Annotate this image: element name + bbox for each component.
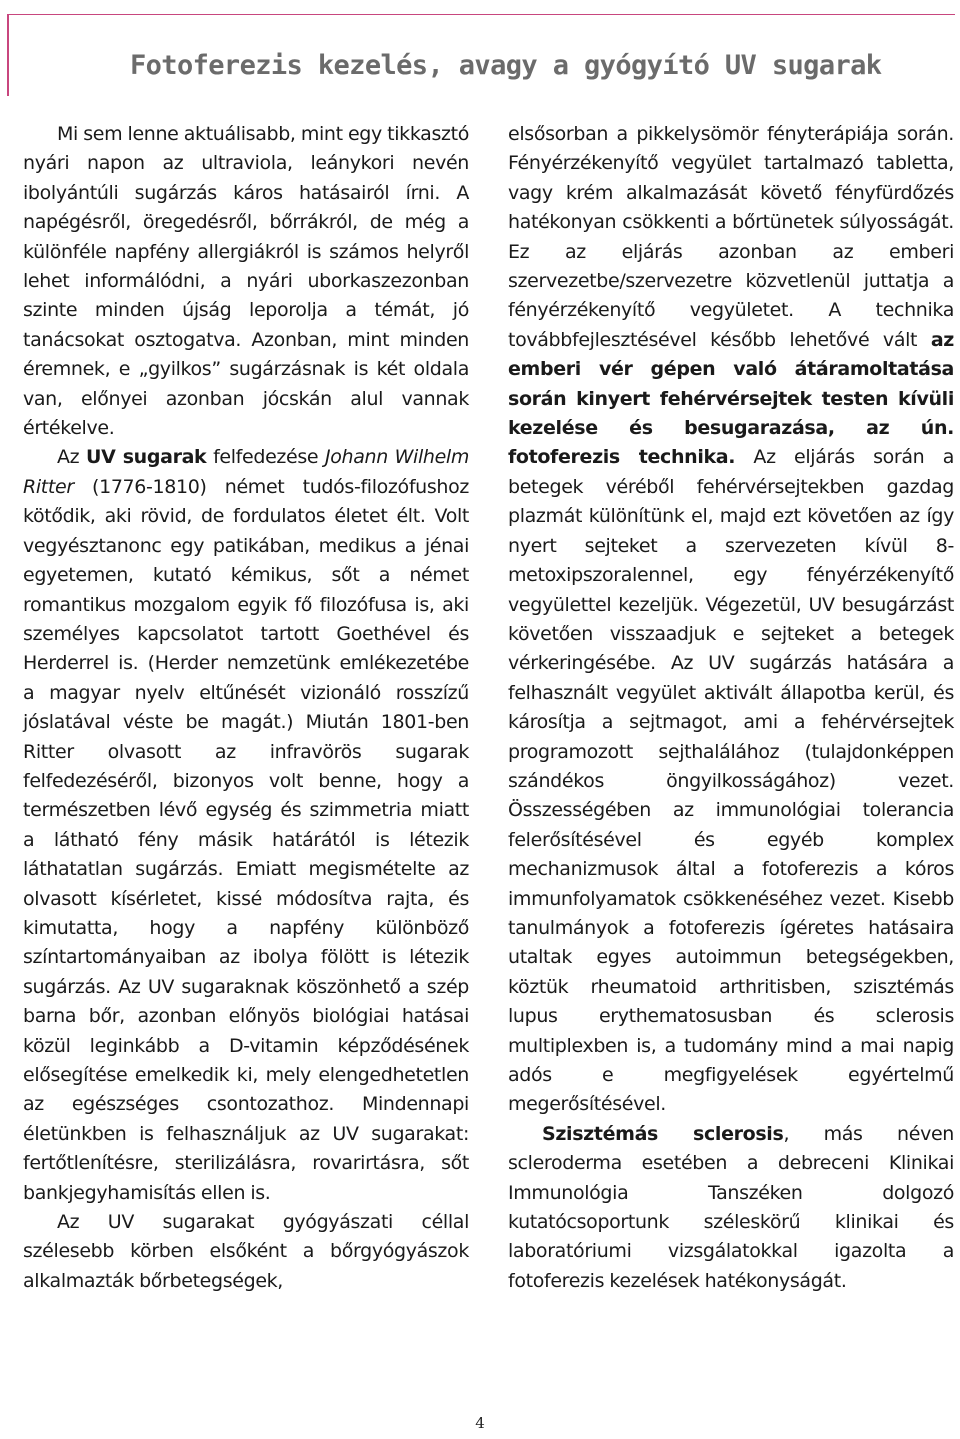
page-border-top: [7, 14, 955, 15]
bold-definition: az emberi vér gépen való átáramoltatása során kinyert fehérvérsejtek testen kívüli kezelése és besugarazása, az ún. fotoferezis technika.: [508, 328, 954, 469]
right-column: [508, 120, 954, 1296]
bold-term: UV sugarak: [86, 446, 207, 469]
photopheresis-paragraph: [508, 120, 954, 1120]
text-span: elsősorban a pikkelysömör fényterápiája során. Fényérzékenyítő vegyület tartalmazó tabletta, vagy krém alkalmazását követő fényfürdőzés hatékonyan csökkenti a bőrtünetek súlyosságát. Ez az eljárás azonban az emberi szervezetbe/szervezetre közvetlenül juttatja a fényérzékenyítő vegyületet. A technika továbbfejlesztésével később lehetővé vált: [508, 123, 954, 351]
page-number: 4: [475, 1414, 485, 1432]
text-span: (1776-1810) német tudós-filozófushoz kötődik, aki rövid, de fordulatos életet élt. Volt vegyésztanonc egy patikában, medikus a jénai egyetemen, kutató kémikus, sőt a német romantikus mozgalom egyik fő filozófusa is, aki személyes kapcsolatot tartott Goethével és Herderrel is. (Herder nemzetünk emlékezetébe a magyar nyelv eltűnését vizionáló rosszízű jóslatával véste be magát.) Miután 1801-ben Ritter olvasott az infravörös sugarak felfedezéséről, bizonyos volt benne, hogy a természetben lévő egység és szimmetria miatt a látható fény másik határától is létezik láthatatlan sugárzás. Emiatt megismételte az olvasott kísérletet, kissé módosítva rajta, és kimutatta, hogy a napfény különböző színtartományaiban az ibolya fölött is létezik sugárzás. Az UV sugaraknak köszönhető a szép barna bőr, azonban előnyös biológiai hatásai közül leginkább a D-vitamin képződésének elősegítése emelkedik ki, mely elengedhetetlen az egészséges csontozathoz. Mindennapi életünkben is felhasználjuk az UV sugarakat: fertőtlenítésre, sterilizálásra, rovarirtásra, sőt bankjegyhamisítás ellen is.: [23, 475, 469, 1204]
intro-paragraph: Mi sem lenne aktuálisabb, mint egy tikkasztó nyári napon az ultraviola, leánykori nevén ibolyántúli sugárzás káros hatásairól írni. A napégésről, öregedésről, bőrrákról, de még a különféle napfény allergiákról is számos helyről lehet informálódni, a nyári uborkaszezonban szinte minden újság leporolja a témát, jó tanácsokat osztogatva. Azonban, mint minden éremnek, e „gyilkos” sugárzásnak is két oldala van, előnyei azonban jócskán alul vannak értékelve.: [23, 123, 469, 440]
text-span: felfedezése: [213, 446, 319, 469]
article-title: Fotoferezis kezelés, avagy a gyógyító UV sugarak: [130, 50, 882, 81]
bold-term: Szisztémás sclerosis: [542, 1122, 784, 1145]
left-column: [23, 120, 469, 1296]
text-span: Az: [57, 446, 80, 469]
text-span: Az eljárás során a betegek véréből fehérvérsejtekben gazdag plazmát különítünk el, majd ezt követően az így nyert sejteket a szervezeten kívül 8-metoxipszoralennel, egy fényérzékenyítő vegyülettel kezeljük. Végezetül, UV besugárzást követően visszaadjuk e sejteket a betegek vérkeringésébe. Az UV sugárzás hatására a felhasznált vegyület aktivált állapotba kerül, és károsítja a sejtmagot, ami a fehérvérsejtek programozott sejthalálához (tulajdonképpen szándékos öngyilkosságához) vezet. Összességében az immunológiai tolerancia felerősítésével és egyéb komplex mechanizmusok által a fotoferezis a kóros immunfolyamatok csökkenéséhez vezet. Kisebb tanulmányok a fotoferezis ígéretes hatásaira utaltak egyes autoimmun betegségekben, köztük rheumatoid arthritisben, szisztémás lupus erythematosusban és sclerosis multiplexben is, a tudomány mind a mai napig adós e megfigyelések egyértelmű megerősítésével.: [508, 446, 954, 1116]
history-paragraph: [23, 443, 469, 1208]
page-border-left: [7, 14, 9, 96]
therapy-paragraph: Az UV sugarakat gyógyászati céllal szélesebb körben elsőként a bőrgyógyászok alkalmazták bőrbetegségek,: [23, 1211, 469, 1292]
text-span: , más néven scleroderma esetében a debreceni Klinikai Immunológia Tanszéken dolgozó kutatócsoportunk széleskörű klinikai és laboratóriumi vizsgálatokkal igazolta a fotoferezis kezelések hatékonyságát.: [508, 1122, 954, 1292]
person-name: Johann Wilhelm Ritter: [23, 446, 469, 498]
sclerosis-paragraph: [508, 1120, 954, 1296]
